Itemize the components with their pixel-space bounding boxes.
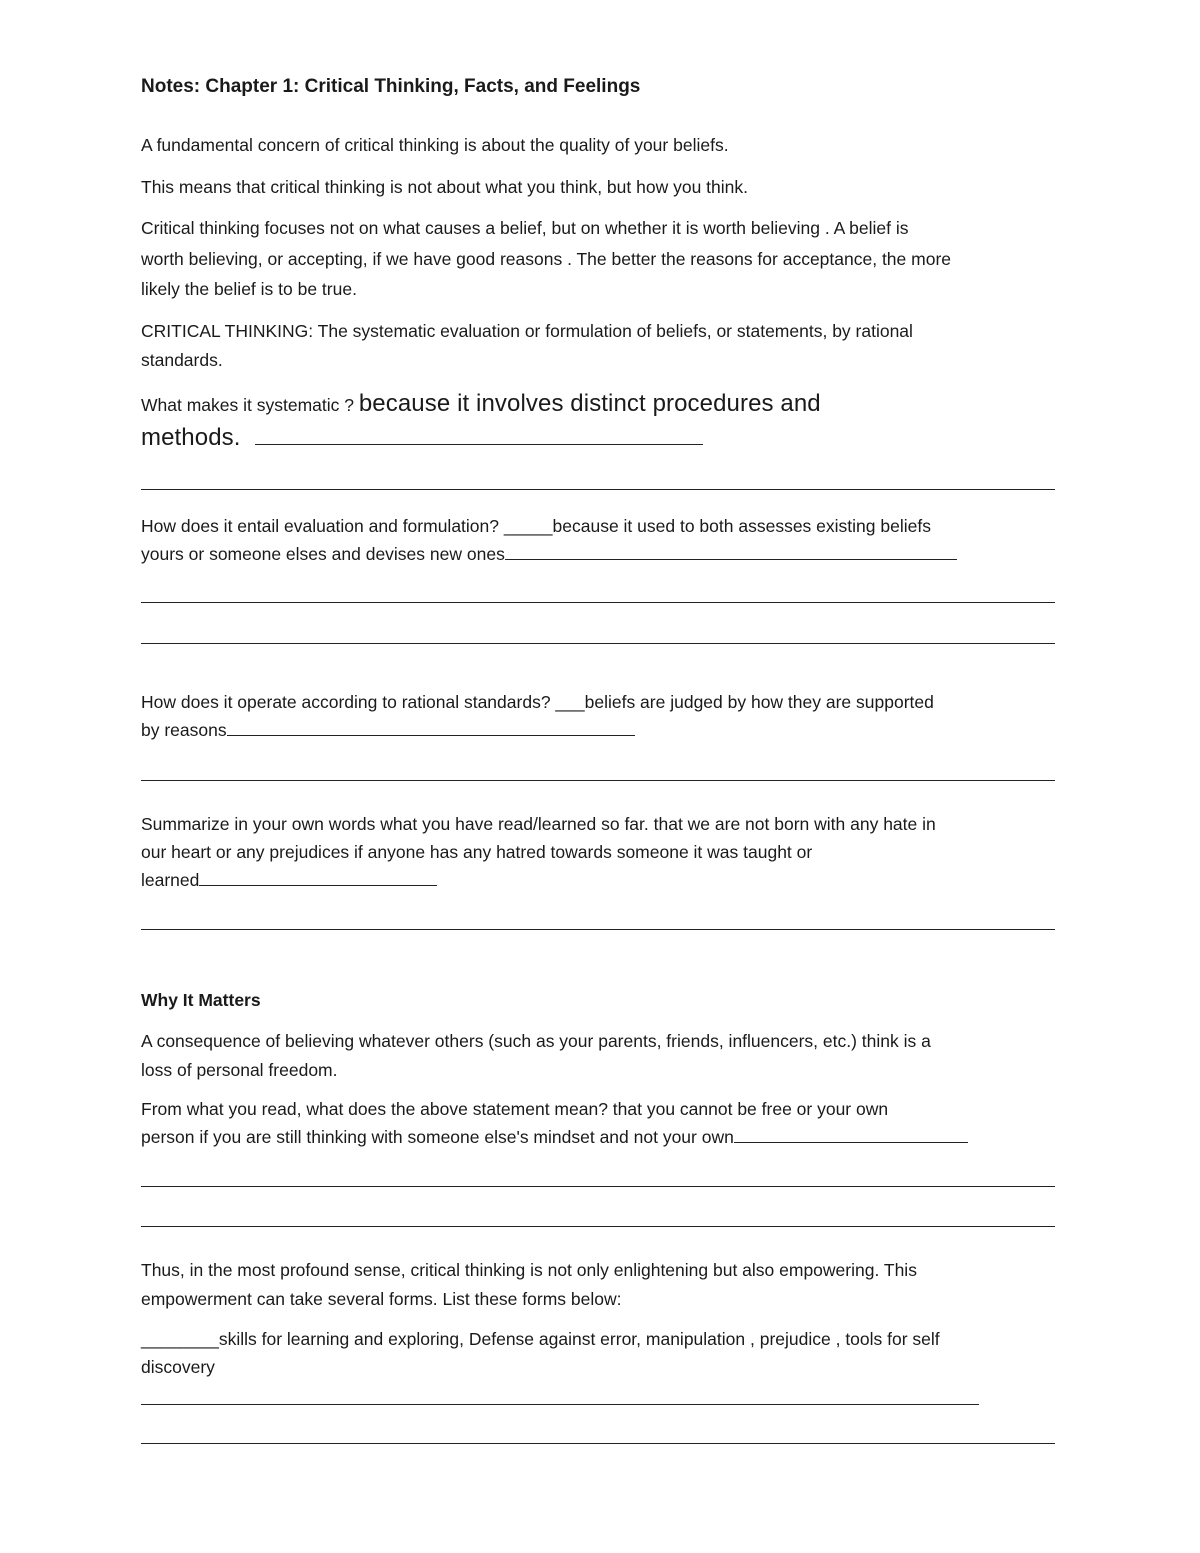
answer-line[interactable] (141, 602, 1055, 603)
paragraph-quality-of-beliefs: A fundamental concern of critical thinking is about the quality of your beliefs. (141, 135, 729, 155)
question-summarize-line-3-row (141, 866, 437, 895)
question-statement-meaning-line-2[interactable]: person if you are still thinking with someone else's mindset and not your own (141, 1127, 734, 1147)
question-summarize-line-3[interactable]: learned (141, 870, 200, 890)
answer-blank[interactable] (199, 867, 437, 886)
question-systematic-prompt: What makes it systematic ? (141, 395, 354, 415)
paragraph-how-you-think: This means that critical thinking is not about what you think, but how you think. (141, 177, 748, 197)
answer-forms-line-2[interactable]: discovery (141, 1357, 215, 1377)
answer-forms-line-1[interactable]: ________skills for learning and exploring, Defense against error, manipulation , prejudice , tools for self (141, 1329, 940, 1349)
question-statement-meaning-line-1[interactable]: From what you read, what does the above statement mean? that you cannot be free or your own (141, 1099, 889, 1119)
paragraph-worth-believing-line-1: Critical thinking focuses not on what causes a belief, but on whether it is worth believing . A belief is (141, 218, 909, 238)
paragraph-consequence-line-2: loss of personal freedom. (141, 1060, 338, 1080)
question-evaluation-line-2-row (141, 540, 957, 569)
answer-line[interactable] (141, 1404, 979, 1405)
answer-blank[interactable] (227, 717, 635, 736)
paragraph-consequence-line-1: A consequence of believing whatever others (such as your parents, friends, influencers, etc.) think is a (141, 1031, 931, 1051)
answer-line[interactable] (141, 1443, 1055, 1444)
question-rational-standards-line-2[interactable]: by reasons (141, 720, 227, 740)
paragraph-empowering-line-2: empowerment can take several forms. List these forms below: (141, 1289, 622, 1309)
question-rational-standards-line-1[interactable]: How does it operate according to rational standards? ___beliefs are judged by how they are supported (141, 692, 934, 712)
question-evaluation-line-1[interactable]: How does it entail evaluation and formulation? _____because it used to both assesses existing beliefs (141, 516, 931, 536)
page-title: Notes: Chapter 1: Critical Thinking, Facts, and Feelings (141, 76, 641, 97)
paragraph-empowering-line-1: Thus, in the most profound sense, critical thinking is not only enlightening but also empowering. This (141, 1260, 917, 1280)
answer-blank[interactable] (255, 426, 703, 445)
answer-line[interactable] (141, 489, 1055, 490)
question-summarize-line-1[interactable]: Summarize in your own words what you have read/learned so far. that we are not born with any hate in (141, 814, 936, 834)
question-summarize-line-2[interactable]: our heart or any prejudices if anyone has any hatred towards someone it was taught or (141, 842, 813, 862)
answer-systematic-line-2[interactable]: methods. (141, 424, 241, 451)
definition-line-1: CRITICAL THINKING: The systematic evaluation or formulation of beliefs, or statements, by rational (141, 321, 913, 341)
answer-line[interactable] (141, 643, 1055, 644)
paragraph-worth-believing-line-3: likely the belief is to be true. (141, 279, 357, 299)
answer-blank[interactable] (734, 1124, 968, 1143)
definition-line-2: standards. (141, 350, 223, 370)
paragraph-worth-believing-line-2: worth believing, or accepting, if we have good reasons . The better the reasons for acceptance, the more (141, 249, 952, 269)
answer-line[interactable] (141, 929, 1055, 930)
section-heading: Why It Matters (141, 990, 261, 1010)
question-evaluation-line-2[interactable]: yours or someone elses and devises new ones (141, 544, 505, 564)
answer-blank[interactable] (505, 541, 957, 560)
question-rational-standards-line-2-row (141, 716, 635, 745)
answer-line[interactable] (141, 1226, 1055, 1227)
question-systematic (141, 389, 821, 420)
answer-systematic-line-2-row (141, 423, 703, 454)
question-statement-meaning-line-2-row (141, 1123, 968, 1152)
answer-line[interactable] (141, 780, 1055, 781)
answer-systematic-line-1[interactable]: because it involves distinct procedures and (358, 390, 821, 417)
answer-line[interactable] (141, 1186, 1055, 1187)
